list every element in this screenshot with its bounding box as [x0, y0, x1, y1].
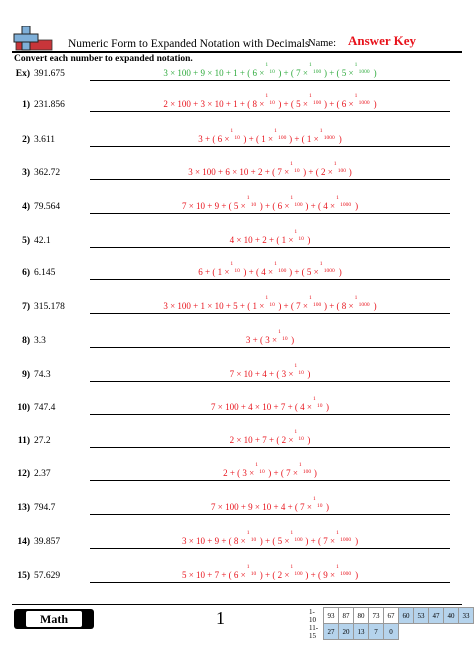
- answer-line: [90, 447, 450, 448]
- problem-row: [12, 261, 462, 283]
- problem-row: [12, 363, 462, 385]
- problem-number: 794.7: [34, 503, 56, 513]
- problem-number: 2.37: [34, 469, 51, 479]
- score-cell: 80: [354, 608, 369, 624]
- answer-text: 7 × 100 + 9 × 10 + 4 + ( 7 × 1 10 ): [211, 496, 329, 512]
- problem-number: 79.564: [34, 202, 61, 212]
- footer-divider: [12, 604, 462, 605]
- subject-badge: [14, 609, 94, 629]
- score-cell: 0: [384, 624, 399, 640]
- problem-label: 2): [22, 135, 30, 145]
- score-table: [307, 607, 474, 640]
- answer-line: [90, 313, 450, 314]
- score-cell: 20: [339, 624, 354, 640]
- problem-number: 231.856: [34, 100, 65, 110]
- problem-label: 13): [17, 503, 30, 513]
- problem-row: [12, 93, 462, 115]
- answer-line: [90, 381, 450, 382]
- problem-label: 11): [17, 436, 30, 446]
- score-cell: 60: [399, 608, 414, 624]
- header-divider: [12, 51, 462, 53]
- problem-number: 747.4: [34, 403, 56, 413]
- answer-line: [90, 146, 450, 147]
- problem-number: 39.857: [34, 537, 61, 547]
- problem-label: 3): [22, 168, 30, 178]
- problem-row: [12, 564, 462, 586]
- answer-text: 5 × 10 + 7 + ( 6 × 1 10 ) + ( 2 × 1 100 ) + ( 9 × 1 1000 ): [181, 564, 359, 580]
- score-row-label: 11-15: [309, 623, 319, 640]
- answer-text: 6 + ( 1 × 1 10 ) + ( 4 × 1 100 ) + ( 5 × 1 1000 ): [198, 261, 342, 277]
- answer-line: [90, 582, 450, 583]
- problem-label: 7): [22, 302, 30, 312]
- score-cell: 87: [339, 608, 354, 624]
- answer-line: [90, 347, 450, 348]
- score-cell: 93: [324, 608, 339, 624]
- problem-label: 14): [17, 537, 30, 547]
- answer-text: 2 × 10 + 7 + ( 2 × 1 10 ): [229, 429, 311, 445]
- answer-line: [90, 247, 450, 248]
- answer-line: [90, 414, 450, 415]
- name-label: Name:: [308, 38, 336, 49]
- score-row: [307, 608, 474, 624]
- problem-label: 1): [22, 100, 30, 110]
- problem-number: 3.611: [34, 135, 56, 145]
- problem-row: [12, 396, 462, 418]
- answer-text: 3 × 100 + 9 × 10 + 1 + ( 6 × 1 10 ) + ( 7 × 1 100 ) + ( 5 × 1 1000 ): [163, 62, 377, 78]
- answer-line: [90, 80, 450, 81]
- answer-text: 3 × 100 + 6 × 10 + 2 + ( 7 × 1 10 ) + ( 2 × 1 100 ): [188, 161, 352, 177]
- answer-key-label: Answer Key: [348, 33, 417, 48]
- score-cell: 33: [459, 608, 474, 624]
- problem-row: [12, 295, 462, 317]
- problem-row: [12, 195, 462, 217]
- problem-row: [12, 429, 462, 451]
- answer-line: [90, 213, 450, 214]
- problem-row: [12, 161, 462, 183]
- instructions: Convert each number to expanded notation.: [14, 54, 193, 64]
- score-cell: 13: [354, 624, 369, 640]
- answer-text: 2 × 100 + 3 × 10 + 1 + ( 8 × 1 10 ) + ( 5 × 1 100 ) + ( 6 × 1 1000 ): [163, 93, 377, 109]
- answer-line: [90, 548, 450, 549]
- problem-label: 15): [17, 571, 30, 581]
- problem-label: 4): [22, 202, 30, 212]
- problem-number: 3.3: [34, 336, 46, 346]
- problem-label: 10): [17, 403, 30, 413]
- problem-row: [12, 128, 462, 150]
- problem-label: 5): [22, 236, 30, 246]
- worksheet-header: [12, 30, 462, 52]
- score-cell: 27: [324, 624, 339, 640]
- answer-text: 7 × 100 + 4 × 10 + 7 + ( 4 × 1 10 ): [211, 396, 329, 412]
- score-cell: 40: [444, 608, 459, 624]
- problem-label: Ex): [15, 69, 30, 79]
- problem-label: 6): [22, 268, 30, 278]
- problem-number: 74.3: [34, 370, 51, 380]
- answer-text: 2 + ( 3 × 1 10 ) + ( 7 × 1 100 ): [223, 462, 317, 478]
- answer-text: 7 × 10 + 4 + ( 3 × 1 10 ): [229, 363, 311, 379]
- answer-line: [90, 514, 450, 515]
- score-cell: 53: [414, 608, 429, 624]
- score-cell: 7: [369, 624, 384, 640]
- answer-text: 3 + ( 6 × 1 10 ) + ( 1 × 1 100 ) + ( 1 × 1 1000 ): [198, 128, 342, 144]
- answer-text: 4 × 10 + 2 + ( 1 × 1 10 ): [229, 229, 311, 245]
- answer-line: [90, 179, 450, 180]
- problem-row: [12, 329, 462, 351]
- problem-label: 9): [22, 370, 30, 380]
- score-row-label: 1-10: [309, 607, 316, 624]
- answer-line: [90, 279, 450, 280]
- score-cell: 47: [429, 608, 444, 624]
- plus-sign-logo-icon: [12, 26, 56, 52]
- problem-label: 8): [22, 336, 30, 346]
- score-cell: 73: [369, 608, 384, 624]
- score-cell: 67: [384, 608, 399, 624]
- answer-text: 3 × 100 + 1 × 10 + 5 + ( 1 × 1 10 ) + ( 7 × 1 100 ) + ( 8 × 1 1000 ): [163, 295, 377, 311]
- problem-number: 315.178: [34, 302, 65, 312]
- problem-row: [12, 530, 462, 552]
- problem-number: 27.2: [34, 436, 51, 446]
- problem-number: 391.675: [34, 69, 65, 79]
- subject-label: Math: [26, 611, 82, 627]
- problem-row-example: [12, 62, 462, 84]
- page-title: Numeric Form to Expanded Notation with Decimals: [68, 38, 310, 50]
- problem-number: 6.145: [34, 268, 56, 278]
- problem-row: [12, 229, 462, 251]
- answer-line: [90, 480, 450, 481]
- answer-text: 3 + ( 3 × 1 10 ): [245, 329, 295, 345]
- problem-label: 12): [17, 469, 30, 479]
- answer-text: 3 × 10 + 9 + ( 8 × 1 10 ) + ( 5 × 1 100 ) + ( 7 × 1 1000 ): [181, 530, 359, 546]
- score-row: [307, 624, 474, 640]
- page-number: 1: [216, 608, 225, 628]
- answer-text: 7 × 10 + 9 + ( 5 × 1 10 ) + ( 6 × 1 100 ) + ( 4 × 1 1000 ): [181, 195, 359, 211]
- problem-row: [12, 462, 462, 484]
- problem-number: 362.72: [34, 168, 61, 178]
- answer-line: [90, 111, 450, 112]
- problem-row: [12, 496, 462, 518]
- problem-number: 57.629: [34, 571, 61, 581]
- problem-number: 42.1: [34, 236, 51, 246]
